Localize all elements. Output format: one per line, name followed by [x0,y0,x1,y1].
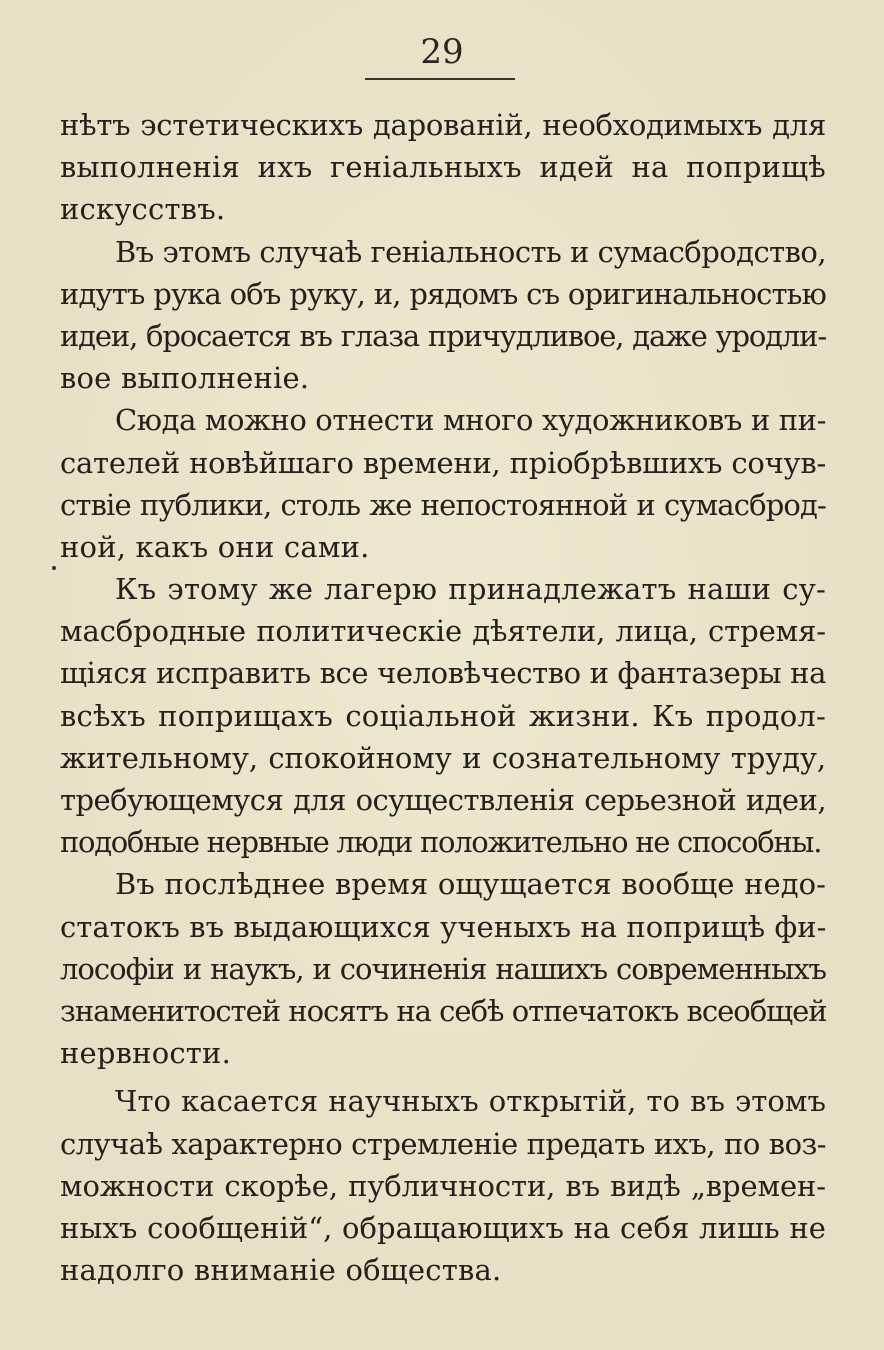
text-line: можности скорѣе, публичности, въ видѣ „времен- [60,1168,826,1203]
text-line: жительному, спокойному и сознательному труду, [60,740,826,775]
paragraph-4 [60,568,826,863]
text-line: ныхъ сообщеній“, обращающихъ на себя лишь не [60,1210,826,1245]
text-line: надолго вниманіе общества. [60,1253,502,1288]
paragraph-5 [60,863,826,1074]
paragraph-1 [60,104,826,231]
text-line: сателей новѣйшаго времени, пріобрѣвшихъ сочув- [60,445,826,480]
text-line: Къ этому же лагерю принадлежатъ наши су- [115,572,826,607]
text-line: случаѣ характерно стремленіе предать ихъ, по воз- [60,1126,826,1161]
text-line: вое выполненіе. [60,361,310,396]
text-line: ной, какъ они сами. [60,529,370,564]
paragraph-6 [60,1080,826,1291]
text-line: нервности. [60,1036,232,1071]
text-line: Что касается научныхъ открытій, то въ этомъ [115,1084,826,1119]
text-line: знаменитостей носятъ на себѣ отпечатокъ всеобщей [60,993,827,1028]
text-line: нѣтъ эстетическихъ дарованій, необходимыхъ для [60,108,826,142]
text-line: лософіи и наукъ, и сочиненія нашихъ современныхъ [60,951,826,986]
text-line: масбродные политическіе дѣятели, лица, стремя- [60,614,826,649]
text-line: выполненія ихъ геніальныхъ идей на поприщѣ [60,150,826,185]
text-line: Въ этомъ случаѣ геніальность и сумасбродство, [115,234,826,269]
page-number: 29 [420,32,464,72]
text-line: требующемуся для осуществленія серьезной идеи, [60,783,826,817]
text-line: всѣхъ поприщахъ соціальной жизни. Къ продол- [60,698,826,733]
text-line: Въ послѣднее время ощущается вообще недо- [115,867,826,902]
text-line: статокъ въ выдающихся ученыхъ на поприщѣ фи- [60,909,827,944]
body-text [60,104,826,1291]
paragraph-3 [60,399,826,568]
paragraph-2 [60,231,826,400]
text-line: идеи, бросается въ глаза причудливое, даже уродли- [60,318,826,353]
header-rule [365,78,515,80]
text-line: ствіе публики, столь же непостоянной и сумасброд- [60,487,826,522]
text-line: подобные нервные люди положительно не способны. [60,825,822,860]
ink-speck [52,566,56,570]
text-line: искусствъ. [60,192,226,227]
text-line: идутъ рука объ руку, и, рядомъ съ оригинальностью [60,276,826,311]
text-line: Сюда можно отнести много художниковъ и пи- [115,403,826,438]
text-line: щіяся исправить все человѣчество и фантазеры на [60,656,826,691]
